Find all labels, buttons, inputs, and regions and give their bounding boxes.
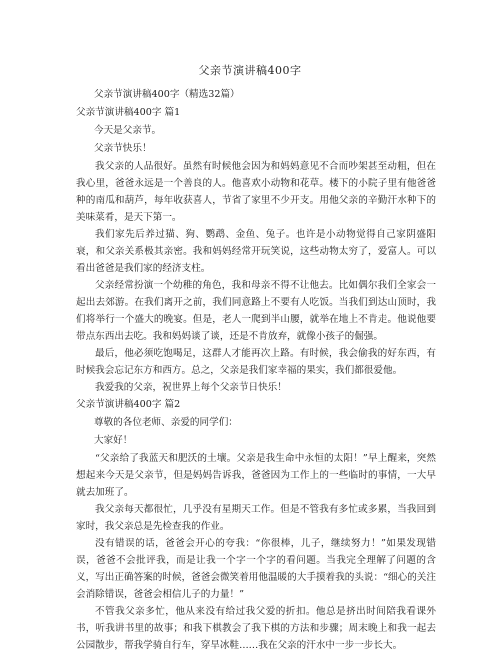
paragraph: 我爱我的父亲，祝世界上每个父亲节日快乐！ xyxy=(95,382,287,393)
paragraph: 我们家先后养过猫、狗、鹦鹉、金鱼、兔子。也许是小动物觉得自己家阴盛阳衰，和父亲关系极其亲密。我和妈妈经常开玩笑说，这些动物太穷了，爱富人。可以看出爸爸是我们家的经济支柱。 xyxy=(76,229,436,274)
paragraph: 父亲经常扮演一个幼稚的角色，我和母亲不得不让他去。比如偶尔我们全家会一起出去郊游。在我们离开之前，我们同意路上不要有人吃饭。当我们到达山顶时，我们将举行一个盛大的晚宴。但是，老人一爬到半山腰，就举在地上不肯走。他说他要带点东西出去吃。我和妈妈谈了谈，还是不肯放弃，就像小孩子的倔强。 xyxy=(76,280,436,342)
hello-text: 大家好！ xyxy=(94,435,133,446)
paragraph: “父亲给了我蓝天和肥沃的土壤。父亲是我生命中永恒的太阳！”早上醒来，突然想起来今天是父亲节，但是妈妈告诉我，爸爸因为工作上的一些临时的事情，一大早就去加班了。 xyxy=(76,453,436,498)
paragraph: 最后，他必须吃饱喝足，这群人才能再次上路。有时候，我会偷我的好东西，有时候我会忘记东方和西方。总之，父亲是我们家幸福的果实，我们都很爱他。 xyxy=(76,348,436,376)
document-body xyxy=(76,86,436,654)
article-2-heading: 父亲节演讲稿400字 篇2 xyxy=(76,399,181,410)
greeting-text: 今天是父亲节。 xyxy=(94,125,162,136)
paragraph: 我父亲每天都很忙，几乎没有星期天工作。但是不管我有多忙或多累，当我回到家时，我父亲总是先检查我的作业。 xyxy=(76,504,436,532)
salutation-text: 尊敬的各位老师、亲爱的同学们： xyxy=(94,417,238,428)
document-subtitle: 父亲节演讲稿400字（精选32篇） xyxy=(94,89,240,100)
paragraph: 我父亲的人品很好。虽然有时候他会因为和妈妈意见不合而吵架甚至动粗，但在我心里，爸爸永远是一个善良的人。他喜欢小动物和花草。楼下的小院子里有他爸爸种的南瓜和葫芦，每年收获喜人，节省了家里不少开支。用他父亲的辛勤汗水种下的美味菜肴，是天下第一。 xyxy=(76,161,436,223)
document-title: 父亲节演讲稿400字 xyxy=(198,64,302,77)
paragraph: 不管我父亲多忙，他从来没有给过我父爱的折扣。他总是挤出时间陪我看课外书，听我讲书里的故事；和我下棋教会了我下棋的方法和步骤；周末晚上和我一起去公园散步，帮我学骑自行车，穿旱冰鞋……我在父亲的汗水中一步一步长大。 xyxy=(76,606,436,651)
article-1-heading: 父亲节演讲稿400字 篇1 xyxy=(76,107,181,118)
greeting-text: 父亲节快乐！ xyxy=(94,143,152,154)
paragraph: 没有错误的话，爸爸会开心的夸我：“你很棒，儿子，继续努力！”如果发现错误，爸爸不会批评我，而是让我一个字一个字的看问题。当我完全理解了问题的含义，写出正确答案的时候，爸爸会微笑着用他温暖的大手摸着我的头说：“细心的关注会消除错误，爸爸会相信儿子的力量！” xyxy=(76,538,436,600)
